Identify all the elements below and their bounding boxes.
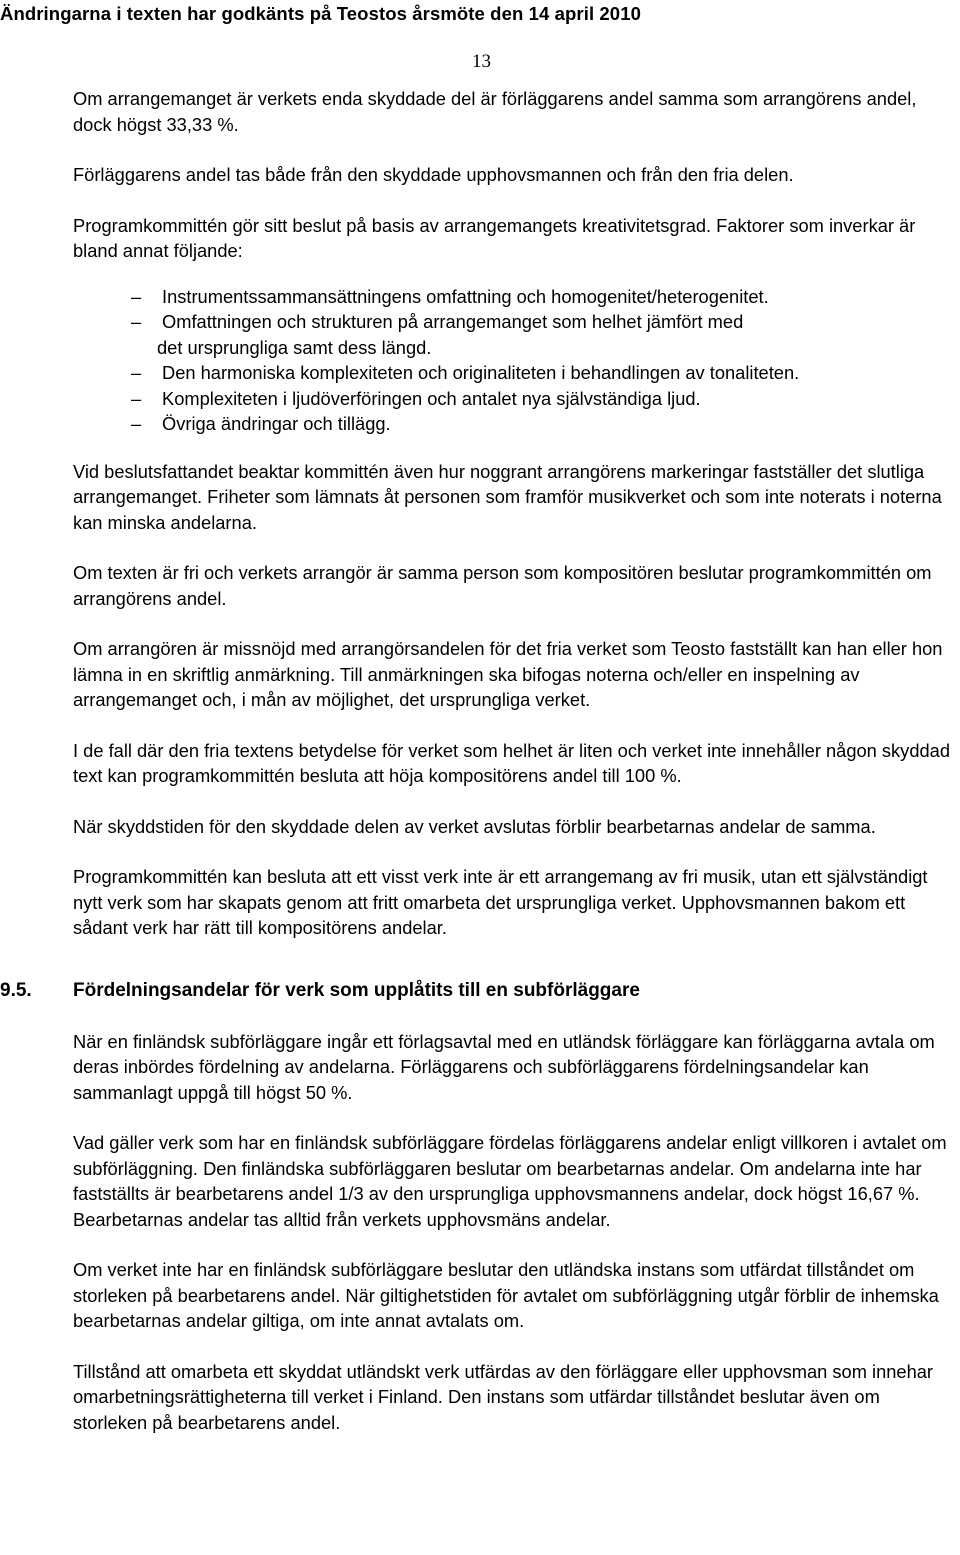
paragraph: Programkommittén gör sitt beslut på basis av arrangemangets kreativitetsgrad. Faktorer som inverkar är bland annat följande: bbox=[73, 214, 916, 261]
paragraph: När en finländsk subförläggare ingår ett förlagsavtal med en utländsk förläggare kan förläggarna avtala om deras inbördes fördelning av andelarna. Förläggarens och subförläggarens fördelningsandelar kan sammanlagt uppgå till högst 50 %. bbox=[73, 1030, 935, 1103]
paragraph: Förläggarens andel tas både från den skyddade upphovsmannen och från den fria delen. bbox=[73, 164, 794, 185]
paragraph: Programkommittén kan besluta att ett visst verk inte är ett arrangemang av fri musik, utan ett självständigt nytt verk som har skapats genom att fritt omarbeta det ursprungliga verket. Upphovsmannen bakom ett sådant verk har rätt till kompositörens andelar. bbox=[73, 866, 928, 938]
dash-bullet: – bbox=[131, 413, 142, 434]
paragraph: Vid beslutsfattandet beaktar kommittén även hur noggrant arrangörens markeringar fastställer det slutliga arrangemanget. Friheter som lämnats åt personen som framför musikverket och som inte noterats i noterna kan minska andelarna. bbox=[73, 460, 942, 533]
list-item-continuation: det ursprungliga samt dess längd. bbox=[157, 336, 432, 358]
list-item bbox=[73, 309, 957, 360]
dash-bullet: – bbox=[131, 362, 142, 383]
list-item bbox=[73, 411, 957, 437]
paragraph: Tillstånd att omarbeta ett skyddat utländskt verk utfärdas av den förläggare eller upphovsman som innehar omarbetningsrättigheterna till verket i Finland. Den instans som utfärdar tillståndet beslutar även om storleken på bearbetarens andel. bbox=[73, 1360, 934, 1433]
list-item-text: Omfattningen och strukturen på arrangemanget som helhet jämfört med bbox=[162, 311, 744, 332]
paragraph: Om verket inte har en finländsk subförläggare beslutar den utländska instans som utfärdat tillståndet om storleken på bearbetarens andel. När giltighetstiden för avtalet om subförläggning utgår förblir de inhemska bearbetarnas andelar giltiga, om inte annat avtalats om. bbox=[73, 1259, 939, 1331]
list-item-text: Övriga ändringar och tillägg. bbox=[162, 413, 391, 434]
section-heading bbox=[0, 978, 957, 1004]
list-item-text: Komplexiteten i ljudöverföringen och antalet nya självständiga ljud. bbox=[162, 387, 701, 409]
document-body bbox=[0, 86, 957, 1435]
factor-list bbox=[73, 284, 957, 437]
paragraph: Om arrangören är missnöjd med arrangörsandelen för det fria verket som Teosto fastställt kan han eller hon lämna in en skriftlig anmärkning. Till anmärkningen ska bifogas noterna och/eller en inspelning av arrangemanget och, i mån av möjlighet, det ursprungliga verket. bbox=[73, 638, 943, 710]
list-item-text: Den harmoniska komplexiteten och originaliteten i behandlingen av tonaliteten. bbox=[162, 362, 800, 383]
list-item bbox=[73, 360, 957, 386]
list-item-text: Instrumentssammansättningens omfattning och homogenitet/heterogenitet. bbox=[162, 285, 769, 307]
paragraph: Om texten är fri och verkets arrangör är samma person som kompositören beslutar programkommittén om arrangörens andel. bbox=[73, 562, 932, 609]
list-item bbox=[73, 284, 957, 310]
paragraph: Om arrangemanget är verkets enda skyddade del är förläggarens andel samma som arrangörens andel, dock högst 33,33 %. bbox=[73, 88, 917, 135]
section-number: 9.5. bbox=[0, 979, 32, 1001]
paragraph: I de fall där den fria textens betydelse för verket som helhet är liten och verket inte innehåller någon skyddad text kan programkommittén besluta att höja kompositörens andel till 100 %. bbox=[73, 739, 950, 786]
dash-bullet: – bbox=[131, 311, 142, 332]
paragraph: När skyddstiden för den skyddade delen av verket avslutas förblir bearbetarnas andelar de samma. bbox=[73, 815, 876, 837]
dash-bullet: – bbox=[131, 387, 142, 409]
page-number: 13 bbox=[472, 51, 491, 72]
dash-bullet: – bbox=[131, 285, 142, 307]
list-item bbox=[73, 386, 957, 412]
paragraph: Vad gäller verk som har en finländsk subförläggare fördelas förläggarens andelar enligt villkoren i avtalet om subförläggning. Den finländska subförläggaren beslutar om bearbetarnas andelar. Om andelarna inte har fastställts är bearbetarens andel 1/3 av den ursprungliga upphovsmannens andelar, dock högst 16,67 %. Bearbetarnas andelar tas alltid från verkets upphovsmäns andelar. bbox=[73, 1132, 947, 1230]
section-title: Fördelningsandelar för verk som upplåtits till en subförläggare bbox=[73, 979, 640, 1001]
document-header: Ändringarna i texten har godkänts på Teostos årsmöte den 14 april 2010 bbox=[0, 3, 641, 24]
